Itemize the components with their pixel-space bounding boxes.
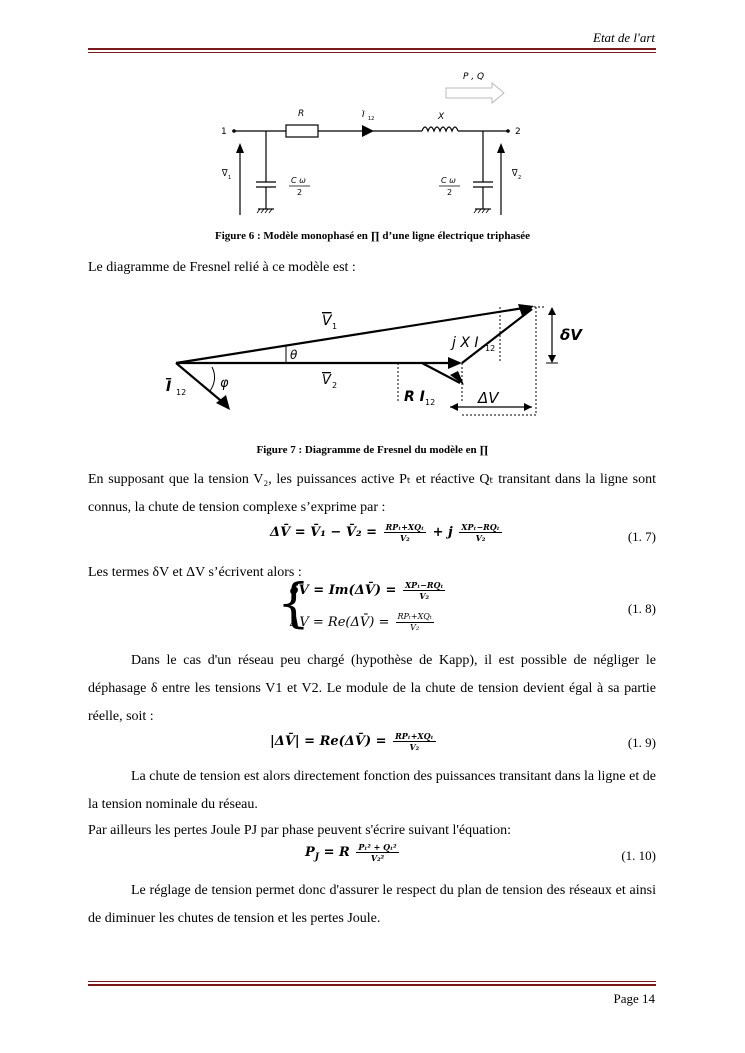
figure7-fresnel-diagram: [160, 295, 600, 430]
page-number: Page 14: [613, 991, 655, 1006]
i12-label: I: [166, 379, 172, 395]
eq17-number: (1. 7): [627, 529, 656, 544]
node2-dot: [506, 129, 510, 133]
header-rule: [88, 48, 656, 50]
page-header-title: Etat de l'art: [593, 30, 655, 45]
v2-label: V: [512, 169, 518, 178]
eq110-mid: = R: [319, 845, 350, 860]
node2-label: 2: [515, 127, 521, 137]
i12-sub: 12: [176, 388, 187, 397]
eq110-number: (1. 10): [621, 848, 656, 863]
cw-right-den: 2: [447, 188, 453, 197]
delta-v-label: δV: [560, 326, 582, 344]
i12-sub: 12: [368, 116, 375, 122]
node1-dot: [232, 129, 236, 133]
eq18-num1: XPₜ−RQₜ: [404, 580, 444, 590]
i12-vector: [176, 363, 226, 405]
eq17-mid: + j: [432, 525, 453, 540]
v1-label: V: [322, 313, 332, 329]
eq110-lhs: P: [305, 845, 315, 860]
equation-1-10: [305, 842, 401, 863]
eq110-den: V₂²: [370, 853, 385, 863]
current-arrow-icon: [362, 125, 374, 137]
para-terms: Les termes δV et ΔV s’écrivent alors :: [88, 565, 302, 580]
r-label: R: [298, 109, 305, 119]
theta-label: θ: [290, 348, 298, 362]
Delta-v-label: ΔV: [478, 389, 499, 407]
eq110-num: Pₜ² + Qₜ²: [358, 842, 397, 852]
eq19-num: RPₜ+XQₜ: [395, 731, 434, 741]
phi-label: φ: [220, 376, 229, 391]
ri-sub: 12: [425, 398, 436, 407]
eq19-number: (1. 9): [627, 735, 656, 750]
v1-sub: 1: [332, 322, 338, 331]
v2-arrow-icon: [497, 143, 505, 153]
eq17-num1: RPₜ+XQₜ: [385, 522, 425, 532]
eq17-num2: XPₜ−RQₜ: [461, 522, 500, 532]
eq18-line1: δV = Im(ΔV̄) =: [290, 583, 397, 598]
figure6-circuit-diagram: [200, 65, 540, 220]
eq17-den1: V₂: [399, 533, 410, 543]
eq18-number: (1. 8): [627, 601, 656, 616]
para-voltage-drop-function: La chute de tension est alors directement fonction des puissances transitant dans la ligne et de la tension nominale du réseau.: [88, 769, 656, 812]
inductor-icon: [422, 127, 458, 131]
i12-label: I: [362, 110, 365, 120]
cw-left-den: 2: [297, 188, 303, 197]
eq18-num2: RPₜ+XQₜ: [397, 612, 432, 621]
eq18-brace: {: [277, 574, 311, 634]
equation-1-8-line1: [290, 580, 447, 601]
para-kapp: Dans le cas d'un réseau peu chargé (hypothèse de Kapp), il est possible de négliger le déphasage δ entre les tensions V1 et V2. Le module de la chute de tension devient égal à sa partie réelle, soit :: [88, 653, 656, 724]
para-joule-losses: Par ailleurs les pertes Joule PJ par phase peuvent s'écrire suivant l'équation:: [88, 823, 511, 838]
v1-label: V: [222, 169, 228, 178]
equation-1-7: [270, 522, 504, 543]
para-voltage-drop-intro: En supposant que la tension V₂, les puissances active Pₜ et réactive Qₜ transitant dans la ligne sont connus, la chute de tension complexe s’exprime par :: [88, 472, 656, 515]
v2-sub: 2: [518, 175, 522, 181]
jxi-sub: 12: [485, 344, 496, 353]
v2-sub: 2: [332, 381, 338, 390]
resistor-icon: [286, 125, 318, 137]
node1-label: 1: [221, 127, 227, 137]
v2-label: V: [322, 373, 331, 388]
jxi-label: j X I: [452, 335, 479, 351]
pq-label: P , Q: [463, 72, 485, 82]
eq110-lhs-sub: J: [314, 851, 320, 863]
para-voltage-regulation: Le réglage de tension permet donc d'assurer le respect du plan de tension des réseaux et ainsi de diminuer les chutes de tension et les pertes Joule.: [88, 883, 656, 926]
power-flow-arrow-icon: [446, 83, 504, 103]
eq18-line2: ΔV = Re(ΔV̄) =: [290, 615, 390, 630]
cw-right-num: C ω: [441, 176, 456, 185]
eq17-lhs: ΔV̄ = V̄₁ − V̄₂ =: [270, 525, 378, 540]
eq19-lhs: |ΔV̄| = Re(ΔV̄) =: [270, 734, 387, 749]
ri-label: R I: [404, 389, 425, 405]
header-rule-thin: [88, 52, 656, 53]
footer-rule: [88, 984, 656, 986]
figure7-caption: Figure 7 : Diagramme de Fresnel du modèle en ∏: [256, 444, 489, 456]
cw-left-num: C ω: [291, 176, 306, 185]
eq18-den2: V₂: [410, 623, 420, 632]
x-label: X: [438, 112, 445, 122]
eq19-den: V₂: [409, 742, 420, 752]
intro-text: Le diagramme de Fresnel relié à ce modèle est :: [88, 260, 356, 275]
v1-sub: 1: [228, 175, 232, 181]
eq17-den2: V₂: [475, 533, 486, 543]
equation-1-9: [270, 731, 438, 752]
footer-rule-thin: [88, 981, 656, 982]
figure6-caption: Figure 6 : Modèle monophasé en ∏ d’une ligne électrique triphasée: [215, 230, 530, 242]
equation-1-8-line2: [290, 612, 436, 633]
v1-arrow-icon: [236, 143, 244, 153]
eq18-den1: V₂: [419, 591, 430, 601]
